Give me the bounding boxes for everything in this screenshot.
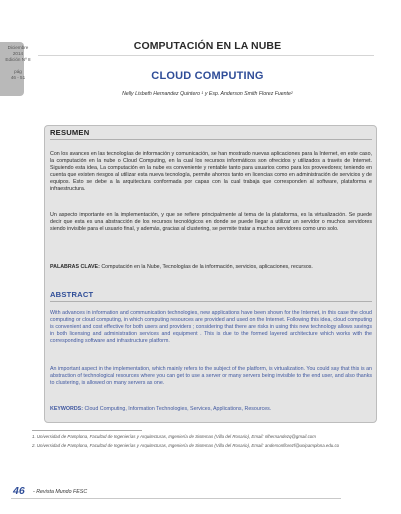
authors-line <box>60 91 355 97</box>
author-2-ref: 2 <box>290 91 293 95</box>
article-title: COMPUTACIÓN EN LA NUBE <box>133 40 282 52</box>
author-1: Nelly Lisbeth Hernandez Quintero <box>122 91 200 97</box>
resumen-keywords <box>50 264 372 271</box>
abstract-paragraph-1: With advances in information and communication technologies, new applications have been shown for the Internet, in this case the cloud computing or cloud computing, in which computing resources are provided and used on the Internet. Following this idea, cloud computing is convenient and cost effective for both users and providers ; considering that there are risks in using this new technology allows savings in both licensing and administration services and equipment . This is due to the formed layered architecture which works with the corresponding software and infrastructure platform. <box>50 310 372 345</box>
abstract-divider <box>50 301 372 302</box>
resumen-keywords-label: PALABRAS CLAVE: <box>50 264 100 270</box>
article-subtitle: CLOUD COMPUTING <box>151 70 264 82</box>
abstract-heading: ABSTRACT <box>50 290 94 299</box>
resumen-heading: RESUMEN <box>50 128 90 137</box>
title-divider <box>38 55 374 56</box>
resumen-divider <box>50 139 372 140</box>
abstract-paragraph-2: An important aspect in the implementation, which mainly refers to the subject of the platform, is virtualization. You could say that this is an abstraction of technological resources where you can get to use a server or many servers being invisible to the end user, and also thanks to clustering, is allowed on many servers as one. <box>50 366 372 387</box>
footer-divider <box>11 498 341 499</box>
footnotes <box>32 434 376 450</box>
edition-year: 2014 <box>12 51 24 57</box>
resumen-paragraph-2: Un aspecto importante en la implementación, y que se refiere principalmente al tema de la plataforma, es la virtualización. Se puede decir que esta es una abstracción de los recursos tecnológicos en donde se puede llegar a utilizar un servidor o muchos servidores siendo invisible para el usuario final, y además, gracias al clustering, se permite tratar a muchos servidores como uno solo. <box>50 212 372 233</box>
resumen-paragraph-1: Con los avances en las tecnologías de información y comunicación, se han mostrado nuevas aplicaciones para la Internet, en este caso, la computación en la nube o Cloud Computing, en la cual los recursos informáticos son ofrecidos y utilizados a través de Internet. Siguiendo esta idea, La computación en la nube es conveniente y rentable tanto para usuarios como para los proveedores; teniendo en cuenta que existen riesgos al utilizar esta nueva tecnología, permite ahorros tanto en licencias como en administración de servicios y de equipos. Esto se debe a la arquitectura conformada por capas con la cual trabaja que corresponden al software, plataforma e infraestructura. <box>50 151 372 193</box>
journal-name: - Revista Mundo FESC <box>33 489 88 495</box>
footnote-1: 1. Universidad de Pamplona, Facultad de Ingenierías y Arquitecturas, Ingeniería de Sistemas (Villa del Rosario), Email: nlhernandezq@gmail.com <box>32 434 316 439</box>
author-1-ref: 1 <box>201 91 204 95</box>
pages-label: pág <box>14 68 22 74</box>
edition-info <box>0 45 36 81</box>
edition-number: Edición Nº 8 <box>5 57 31 63</box>
footnote-divider <box>32 430 142 431</box>
page-number: 46 <box>13 485 25 497</box>
abstract-keywords <box>50 406 372 413</box>
edition-month: Diciembre <box>7 45 29 50</box>
abstract-keywords-label: KEYWORDS: <box>50 406 83 412</box>
author-2: y Esp. Anderson Smith Florez Fuente <box>203 91 291 97</box>
abstract-keywords-text: Cloud Computing, Information Technologies, Services, Applications, Resources. <box>82 406 272 412</box>
footnote-2: 2. Universidad de Pamplona, Facultad de Ingenierías y Arquitecturas, Ingeniería de Sistemas (Villa del Rosario), Email: andersonflorezf@unipamplona.edu.co <box>32 443 340 449</box>
resumen-keywords-text: Computación en la Nube, Tecnologías de la información, servicios, aplicaciones, recursos. <box>99 264 313 270</box>
pages-range: 46 - 51 <box>10 74 26 80</box>
